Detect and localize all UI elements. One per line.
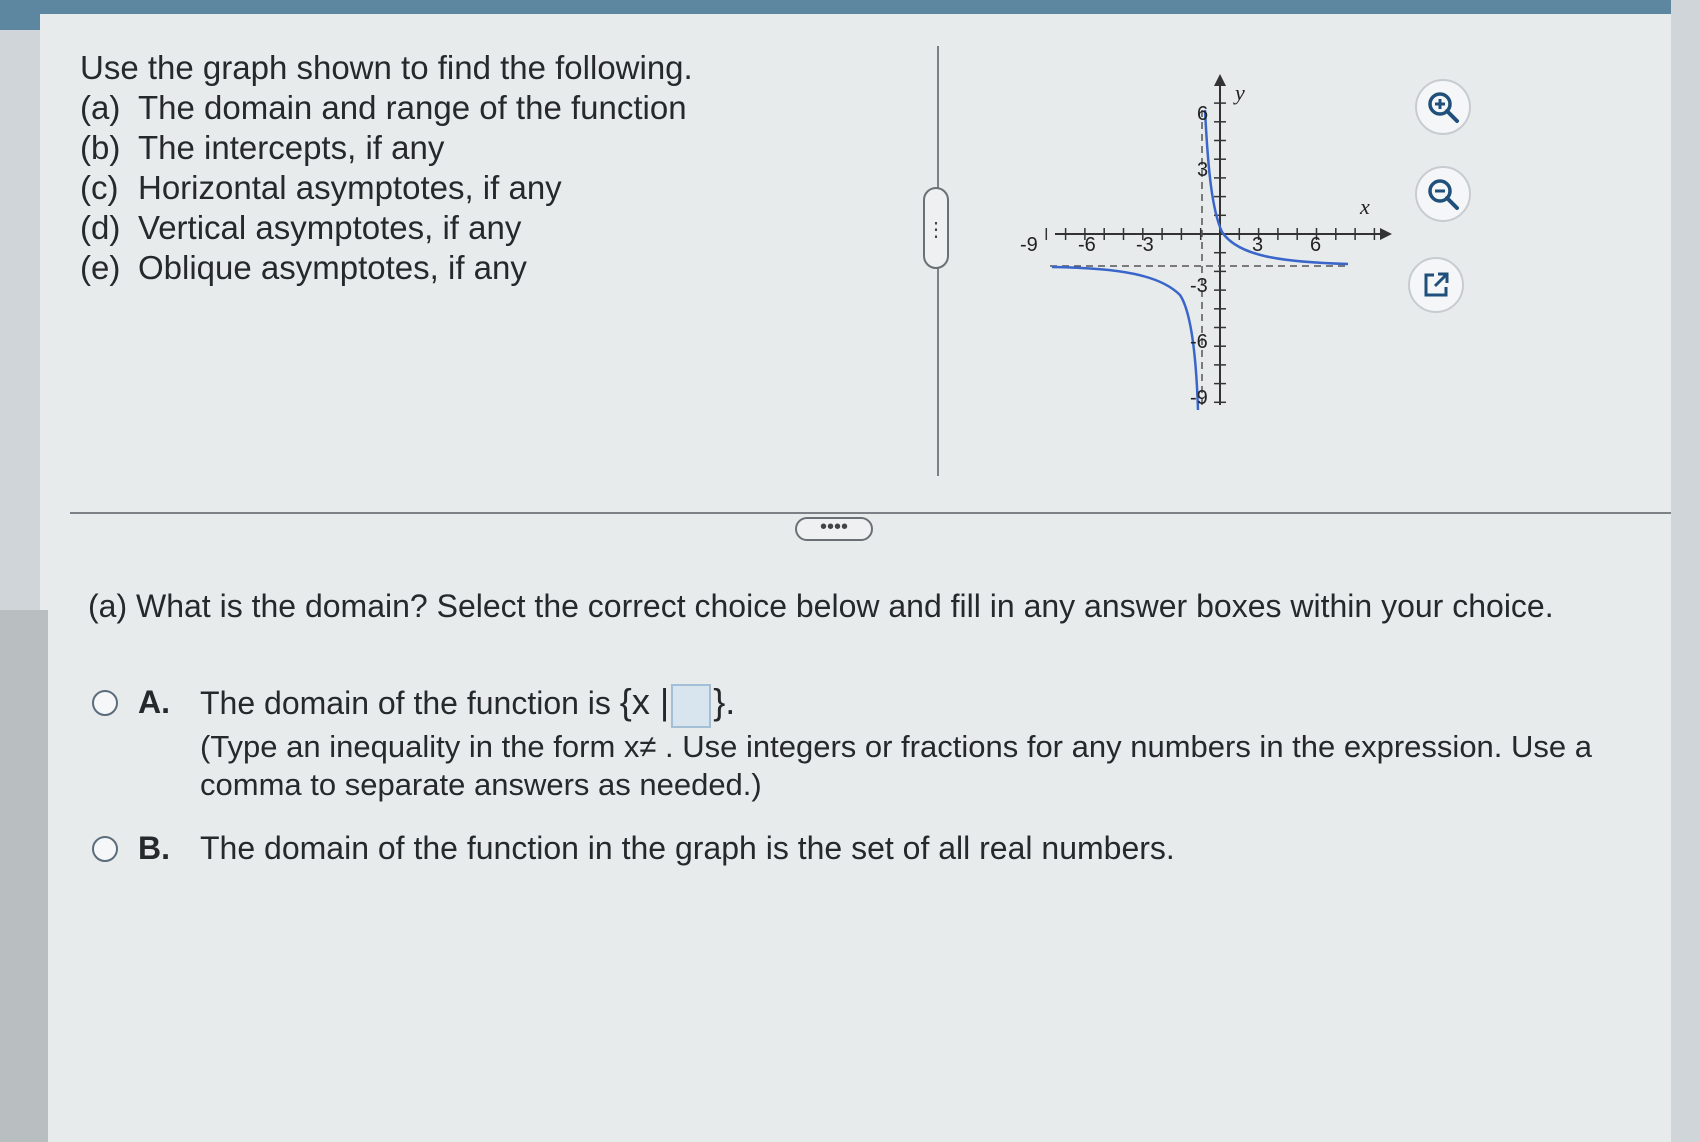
x-tick-label-6: 6 xyxy=(1310,234,1322,256)
magnify-minus-icon xyxy=(1426,177,1460,211)
choice-a-radio[interactable] xyxy=(92,690,118,716)
question-item-d: (d) Vertical asymptotes, if any xyxy=(80,209,522,246)
x-tick-label-3: 3 xyxy=(1252,234,1264,256)
y-tick-label-neg6: -6 xyxy=(1190,331,1208,353)
y-axis xyxy=(1214,74,1226,405)
y-tick-label-neg9: -9 xyxy=(1190,387,1208,409)
function-graph xyxy=(1020,70,1390,430)
x-axis-label: x xyxy=(1360,194,1370,219)
vertical-divider-handle[interactable]: ⋮ xyxy=(923,187,949,269)
zoom-in-button[interactable] xyxy=(1415,79,1471,135)
left-margin-strip xyxy=(0,610,48,1142)
question-item-e: (e) Oblique asymptotes, if any xyxy=(80,249,527,286)
external-link-icon xyxy=(1421,270,1451,300)
horizontal-pane-divider xyxy=(70,512,1671,514)
y-tick-label-6: 6 xyxy=(1197,103,1209,125)
question-intro: Use the graph shown to find the following. xyxy=(80,49,693,86)
y-axis-label: y xyxy=(1235,80,1245,105)
x-tick-label-neg6: -6 xyxy=(1078,234,1096,256)
y-tick-label-neg3: -3 xyxy=(1190,275,1208,297)
domain-answer-box[interactable] xyxy=(671,684,711,728)
set-close: }. xyxy=(713,681,736,722)
graph-curve-left-branch xyxy=(1052,267,1198,410)
part-a-prompt xyxy=(88,588,1554,625)
question-item-c: (c) Horizontal asymptotes, if any xyxy=(80,169,562,206)
part-a-text: What is the domain? Select the correct choice below and fill in any answer boxes within your choice. xyxy=(136,588,1554,624)
graph-curve-right-branch xyxy=(1205,110,1348,264)
set-open: {x | xyxy=(619,681,670,722)
horizontal-divider-handle[interactable]: •••• xyxy=(795,517,873,541)
choice-a-text: The domain of the function is xyxy=(200,685,611,721)
choice-a-hint: (Type an inequality in the form x≠ . Use integers or fractions for any numbers in the expression. Use a comma to separate answers as needed.) xyxy=(200,728,1593,802)
question-item-b: (b) The intercepts, if any xyxy=(80,129,445,166)
x-tick-label-neg9: -9 xyxy=(1020,234,1038,256)
choice-a-body xyxy=(200,682,1700,804)
question-text xyxy=(80,48,720,288)
popout-button[interactable] xyxy=(1408,257,1464,313)
y-tick-label-3: 3 xyxy=(1197,159,1209,181)
choice-a-letter: A. xyxy=(138,684,170,720)
choice-b-text: The domain of the function in the graph is the set of all real numbers. xyxy=(200,830,1175,866)
choice-b-body xyxy=(200,828,1700,868)
choice-b-radio[interactable] xyxy=(92,836,118,862)
magnify-plus-icon xyxy=(1426,90,1460,124)
zoom-out-button[interactable] xyxy=(1415,166,1471,222)
part-a-label: (a) xyxy=(88,588,128,624)
question-item-a: (a) The domain and range of the function xyxy=(80,89,687,126)
x-tick-label-neg3: -3 xyxy=(1136,234,1154,256)
choice-b-letter: B. xyxy=(138,830,170,866)
